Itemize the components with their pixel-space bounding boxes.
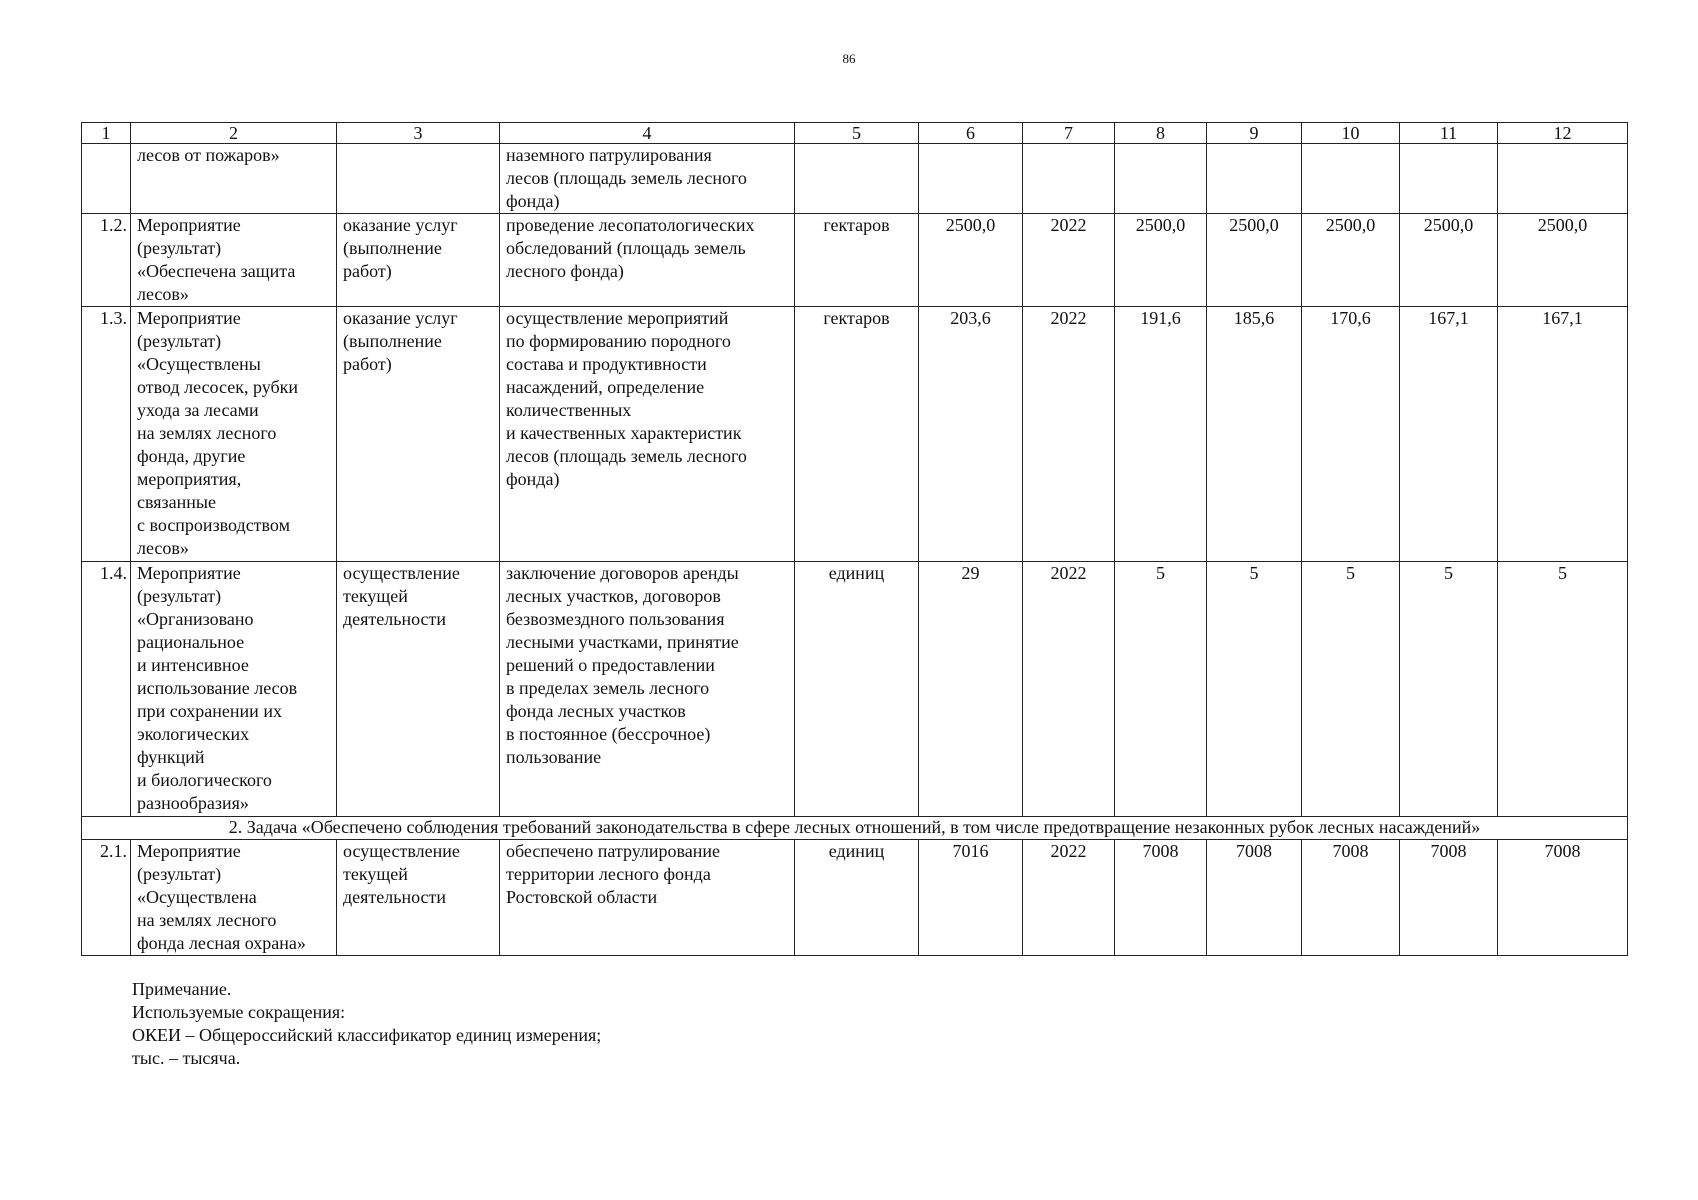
indicator-description: проведение лесопатологических обследований (площадь земель лесного фонда) [500, 214, 795, 307]
year-value: 5 [1400, 562, 1498, 817]
base-value [919, 144, 1023, 214]
base-value: 203,6 [919, 307, 1023, 562]
table-row [82, 144, 1628, 214]
year-value [1400, 144, 1498, 214]
indicators-table [81, 122, 1628, 956]
measure-type: осуществление текущей деятельности [337, 562, 500, 817]
year-value: 5 [1302, 562, 1400, 817]
column-number: 1 [82, 123, 131, 144]
base-year [1023, 144, 1115, 214]
note-line: тыс. – тысяча. [132, 1048, 241, 1068]
measure-type [337, 144, 500, 214]
row-index: 2.1. [82, 840, 131, 956]
base-year: 2022 [1023, 840, 1115, 956]
task-row [82, 817, 1628, 840]
year-value: 5 [1498, 562, 1628, 817]
measure-name: Мероприятие (результат) «Осуществлены отвод лесосек, рубки ухода за лесами на землях лесного фонда, другие мероприятия, связанные с воспроизводством лесов» [131, 307, 337, 562]
notes [132, 978, 601, 1070]
row-index: 1.4. [82, 562, 131, 817]
indicator-description: наземного патрулирования лесов (площадь земель лесного фонда) [500, 144, 795, 214]
unit: гектаров [795, 307, 919, 562]
indicator-description: заключение договоров аренды лесных участков, договоров безвозмездного пользования лесными участками, принятие решений о предоставлении в пределах земель лесного фонда лесных участков в постоянное (бессрочное) пользование [500, 562, 795, 817]
note-line: ОКЕИ – Общероссийский классификатор единиц измерения; [132, 1025, 602, 1045]
unit: гектаров [795, 214, 919, 307]
column-number-row [82, 123, 1628, 144]
measure-type: оказание услуг (выполнение работ) [337, 214, 500, 307]
year-value: 167,1 [1498, 307, 1628, 562]
base-year: 2022 [1023, 307, 1115, 562]
column-number: 5 [795, 123, 919, 144]
unit: единиц [795, 840, 919, 956]
year-value [1207, 144, 1302, 214]
base-value: 7016 [919, 840, 1023, 956]
column-number: 10 [1302, 123, 1400, 144]
table-row [82, 307, 1628, 562]
year-value: 5 [1115, 562, 1207, 817]
column-number: 8 [1115, 123, 1207, 144]
row-index [82, 144, 131, 214]
year-value: 2500,0 [1302, 214, 1400, 307]
measure-name: Мероприятие (результат) «Организовано рациональное и интенсивное использование лесов при сохранении их экологических функций и биологического разнообразия» [131, 562, 337, 817]
unit: единиц [795, 562, 919, 817]
indicator-description: осуществление мероприятий по формированию породного состава и продуктивности насаждений, определение количественных и качественных характеристик лесов (площадь земель лесного фонда) [500, 307, 795, 562]
year-value [1302, 144, 1400, 214]
column-number: 2 [131, 123, 337, 144]
year-value: 170,6 [1302, 307, 1400, 562]
base-value: 29 [919, 562, 1023, 817]
year-value: 7008 [1115, 840, 1207, 956]
column-number: 4 [500, 123, 795, 144]
note-heading: Примечание. [132, 979, 232, 999]
column-number: 3 [337, 123, 500, 144]
task-heading: 2. Задача «Обеспечено соблюдения требований законодательства в сфере лесных отношений, в том числе предотвращение незаконных рубок лесных насаждений» [82, 817, 1628, 840]
table-row [82, 840, 1628, 956]
year-value: 2500,0 [1115, 214, 1207, 307]
table-row [82, 562, 1628, 817]
unit [795, 144, 919, 214]
year-value [1498, 144, 1628, 214]
year-value: 167,1 [1400, 307, 1498, 562]
year-value: 2500,0 [1207, 214, 1302, 307]
column-number: 11 [1400, 123, 1498, 144]
note-line: Используемые сокращения: [132, 1002, 346, 1022]
year-value: 7008 [1400, 840, 1498, 956]
year-value: 7008 [1302, 840, 1400, 956]
indicator-description: обеспечено патрулирование территории лесного фонда Ростовской области [500, 840, 795, 956]
year-value [1115, 144, 1207, 214]
row-index: 1.3. [82, 307, 131, 562]
measure-name: Мероприятие (результат) «Обеспечена защита лесов» [131, 214, 337, 307]
column-number: 7 [1023, 123, 1115, 144]
row-index: 1.2. [82, 214, 131, 307]
year-value: 7008 [1207, 840, 1302, 956]
year-value: 2500,0 [1498, 214, 1628, 307]
measure-name: Мероприятие (результат) «Осуществлена на землях лесного фонда лесная охрана» [131, 840, 337, 956]
year-value: 191,6 [1115, 307, 1207, 562]
table-row [82, 214, 1628, 307]
page-number: 86 [842, 51, 856, 66]
measure-type: осуществление текущей деятельности [337, 840, 500, 956]
column-number: 6 [919, 123, 1023, 144]
measure-name: лесов от пожаров» [131, 144, 337, 214]
year-value: 2500,0 [1400, 214, 1498, 307]
column-number: 9 [1207, 123, 1302, 144]
base-value: 2500,0 [919, 214, 1023, 307]
base-year: 2022 [1023, 214, 1115, 307]
column-number: 12 [1498, 123, 1628, 144]
measure-type: оказание услуг (выполнение работ) [337, 307, 500, 562]
base-year: 2022 [1023, 562, 1115, 817]
year-value: 185,6 [1207, 307, 1302, 562]
year-value: 7008 [1498, 840, 1628, 956]
year-value: 5 [1207, 562, 1302, 817]
